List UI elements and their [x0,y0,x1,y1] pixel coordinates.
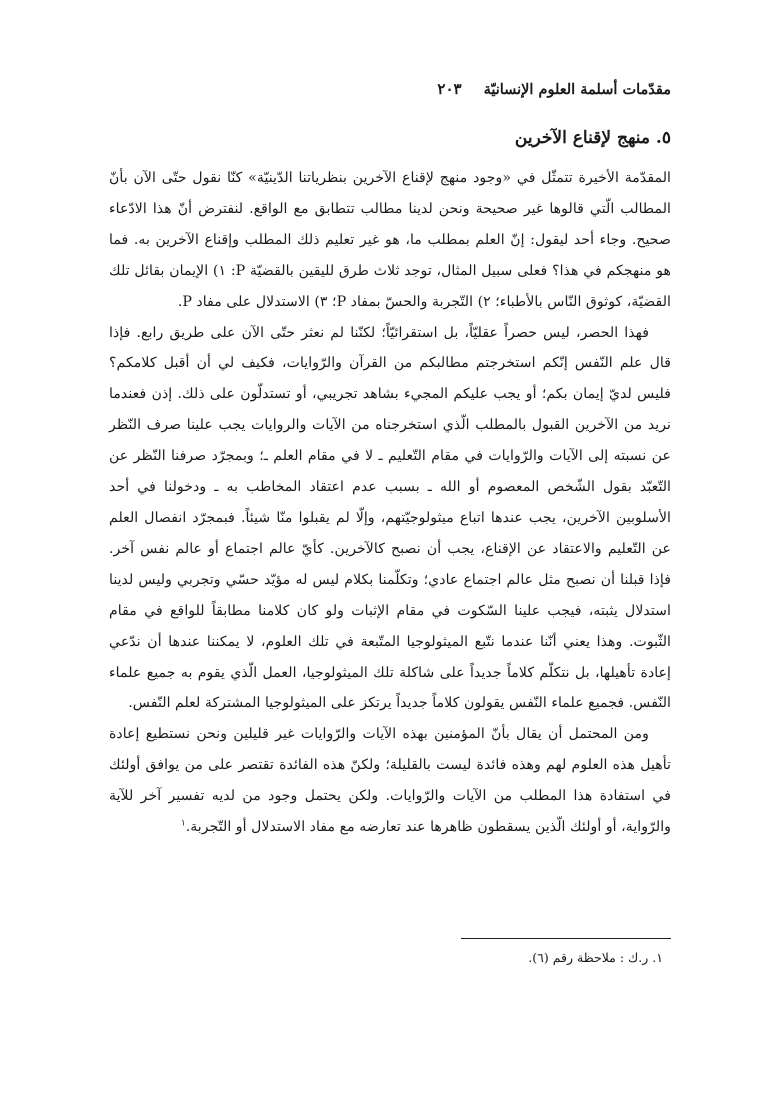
section-heading: ٥. منهج لإقناع الآخرين [514,128,671,148]
body-text [109,163,671,843]
footnote: ١. ر.ك : ملاحظة رقم (٦). [528,950,663,965]
paragraph-1: المقدّمة الأخيرة تتمثّل في «وجود منهج لإقناع الآخرين بنظرياتنا الدّينيّة» كنّا نقول حتّى الآن بأنّ المطالب الّتي قالوها غير صحيحة ونحن لدينا مطالب تتطابق مع الواقع. لنفترض أنّ هذا الادّعاء صحيح. وجاء أحد ليقول: إنّ العلم بمطلب ما، هو غير تعليم ذلك المطلب وإقناع الآخرين به. فما هو منهجكم في هذا؟ فعلى سبيل المثال، توجد ثلاث طرق لليقين بالقضيّة P: ١) الإيمان بقائل تلك القضيّة، كوثوق النّاس بالأطباء؛ ٢) التّجربة والحسّ بمفاد P؛ ٣) الاستدلال على مفاد P. [109,170,671,310]
footnote-divider [461,938,671,939]
paragraph-2: فهذا الحصر، ليس حصراً عقليّاً، بل استقرائيّاً؛ لكنّنا لم نعثر حتّى الآن على طريق رابع. فإذا قال علم النّفس إنّكم استخرجتم مطالبكم من القرآن والرّوايات، فكيف لي أن أقبل كلامكم؟ فليس لديّ إيمان بكم؛ أو يجب عليكم المجيء بشاهد تجريبي، أو تستدلّون على ذلك. إذن فعندما نريد من الآخرين القبول بالمطلب الّذي استخرجناه من الآيات والروايات يجب علينا صرف النّظر عن نسبته إلى الآيات والرّوايات في مقام التّعليم ـ لا في مقام العلم ـ؛ وبمجرّد صرفنا النّظر عن التّعبّد بقول الشّخص المعصوم أو الله ـ بسبب عدم اعتقاد المخاطب به ـ ودخولنا في أحد الأسلوبين الآخرين، يجب عندها اتباع ميثولوجيّتهم، وإلّا لم يقبلوا منّا شيئاً. فبمجرّد انفصال العلم عن التّعليم والاعتقاد عن الإقناع، يجب أن نصبح كالآخرين. كأيّ عالم اجتماع أو عالم نفس آخر. فإذا قبلنا أن نصبح مثل عالم اجتماع عادي؛ وتكلّمنا بكلام ليس له مؤيّد حسّي وتجربي وليس لدينا استدلال يثبته، فيجب علينا السّكوت في مقام الإثبات ولو كان كلامنا مطابقاً للواقع في مقام الثّبوت. وهذا يعني أنّنا عندما نتّبع الميثولوجيا المتّبعة في تلك العلوم، لا يمكننا عندها أن ندّعي إعادة تأهيلها، بل نتكلّم كلاماً جديداً على شاكلة تلك الميثولوجيا، العمل الّذي يقوم به جميع علماء النّفس. فجميع علماء النّفس يقولون كلاماً جديداً يرتكز على الميثولوجيا المشتركة لعلم النّفس. [109,324,671,712]
paragraph-3-text: ومن المحتمل أن يقال بأنّ المؤمنين بهذه الآيات والرّوايات غير قليلين ونحن نستطيع إعادة تأهيل هذه العلوم لهم وهذه فائدة ليست بالقليلة؛ ولكنّ هذه الفائدة تقتصر على من يوافق أولئك في استفادة هذا المطلب من الآيات والرّوايات. ولكن يحتمل وجود من لديه تفسير آخر للآية والرّواية، أو أولئك الّذين يسقطون ظاهرها عند تعارضه مع مفاد الاستدلال أو التّجربة. [109,726,671,836]
page-number: ٢٠٣ [437,80,462,98]
paragraph-3 [109,719,671,843]
running-title: مقدّمات أسلمة العلوم الإنسانيّة [483,81,671,98]
running-header [112,80,671,104]
footnote-reference: ١ [180,818,186,829]
